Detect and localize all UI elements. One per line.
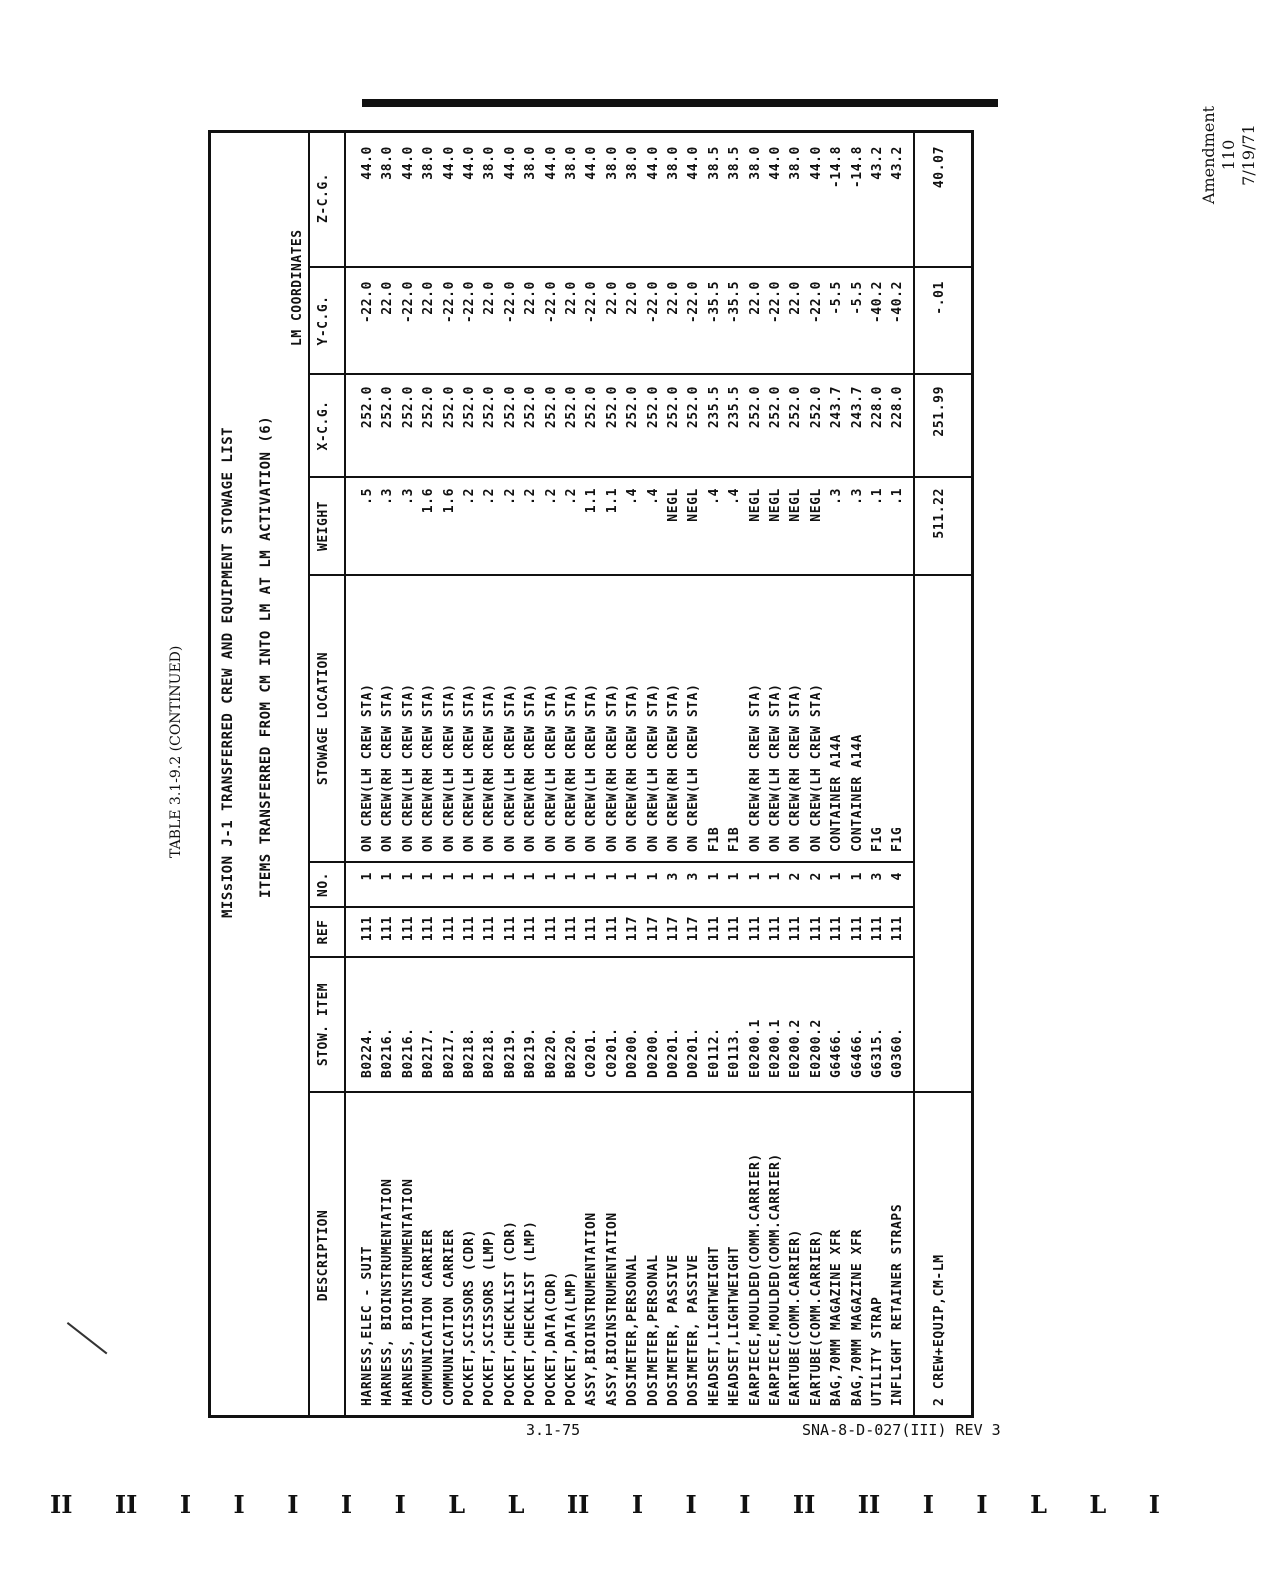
scan-mark: II xyxy=(114,1490,138,1519)
cell-no: 1 xyxy=(829,872,845,881)
scan-mark: L xyxy=(1089,1490,1107,1519)
cell-no: 1 xyxy=(604,872,620,881)
scan-mark: II xyxy=(857,1490,881,1519)
cell-stowage-location: ON CREW(RH CREW STA) xyxy=(421,683,437,852)
cell-ref: 111 xyxy=(400,916,416,942)
total-z-cg: 40.07 xyxy=(932,146,947,189)
cell-ref: 111 xyxy=(747,916,763,942)
cell-ref: 111 xyxy=(808,916,824,942)
cell-y-cg: 22.0 xyxy=(788,281,804,315)
cell-stow-item: B0220. xyxy=(543,1027,559,1078)
cell-ref: 111 xyxy=(788,916,804,942)
cell-weight: .3 xyxy=(829,488,845,505)
cell-x-cg: 252.0 xyxy=(584,386,600,429)
cell-weight: .2 xyxy=(523,488,539,505)
cell-x-cg: 228.0 xyxy=(870,386,885,429)
total-y-cg: -.01 xyxy=(932,281,947,315)
col-header-stowage-location: STOWAGE LOCATION xyxy=(316,651,331,786)
cell-description: INFLIGHT RETAINER STRAPS xyxy=(890,1203,906,1406)
cell-stow-item: B0219. xyxy=(523,1027,539,1078)
cell-weight: .1 xyxy=(870,488,885,505)
cell-ref: 111 xyxy=(502,916,518,942)
cell-description: COMMUNICATION CARRIER xyxy=(421,1229,437,1406)
cell-stow-item: B0216. xyxy=(380,1027,396,1078)
cell-no: 1 xyxy=(400,872,416,881)
cell-stow-item: D0200. xyxy=(645,1027,661,1078)
cell-y-cg: -40.2 xyxy=(890,281,906,324)
cell-ref: 117 xyxy=(645,916,661,942)
cell-stowage-location: ON CREW(LH CREW STA) xyxy=(543,683,559,852)
cell-y-cg: -22.0 xyxy=(462,281,477,324)
cell-description: UTILITY STRAP xyxy=(870,1296,885,1406)
cell-y-cg: 22.0 xyxy=(421,281,437,315)
cell-y-cg: -22.0 xyxy=(400,281,416,324)
cell-stowage-location: ON CREW(RH CREW STA) xyxy=(380,683,396,852)
cell-description: DOSIMETER,PERSONAL xyxy=(645,1254,661,1406)
cell-weight: .2 xyxy=(543,488,559,505)
page-number: 3.1-75 xyxy=(526,1421,581,1439)
cell-no: 1 xyxy=(849,872,865,881)
cell-no: 1 xyxy=(768,872,783,881)
cell-description: ASSY,BIOINSTRUMENTATION xyxy=(604,1212,620,1406)
cell-no: 1 xyxy=(421,872,437,881)
cell-stowage-location: ON CREW(RH CREW STA) xyxy=(482,683,498,852)
cell-y-cg: -22.0 xyxy=(441,281,457,324)
cell-weight: .5 xyxy=(360,488,375,505)
cell-no: 1 xyxy=(564,872,579,881)
cell-z-cg: 44.0 xyxy=(584,146,600,180)
scan-mark: L xyxy=(1030,1490,1047,1519)
rotated-table-page xyxy=(160,130,960,1418)
cell-z-cg: 38.0 xyxy=(666,146,681,180)
cell-y-cg: -22.0 xyxy=(360,281,375,324)
cell-ref: 111 xyxy=(441,916,457,942)
scan-mark: L xyxy=(507,1490,525,1519)
cell-x-cg: 252.0 xyxy=(666,386,681,429)
cell-y-cg: 22.0 xyxy=(380,281,396,315)
scan-mark: I xyxy=(394,1490,406,1519)
total-label: 2 CREW+EQUIP,CM-LM xyxy=(932,1254,947,1406)
cell-stowage-location: ON CREW(RH CREW STA) xyxy=(604,683,620,852)
cell-y-cg: 22.0 xyxy=(564,281,579,315)
cell-ref: 111 xyxy=(543,916,559,942)
cell-stow-item: G6466. xyxy=(849,1027,865,1078)
cell-y-cg: -40.2 xyxy=(870,281,885,324)
cell-stow-item: C0201. xyxy=(604,1027,620,1078)
cell-stowage-location: ON CREW(LH CREW STA) xyxy=(441,683,457,852)
cell-x-cg: 252.0 xyxy=(686,386,702,429)
cell-weight: NEGL xyxy=(768,488,783,522)
cell-z-cg: 43.2 xyxy=(870,146,885,180)
cell-z-cg: -14.8 xyxy=(849,146,865,189)
cell-y-cg: -35.5 xyxy=(727,281,743,324)
cell-description: POCKET,CHECKLIST (LMP) xyxy=(523,1220,539,1406)
cell-ref: 111 xyxy=(564,916,579,942)
cell-weight: 1.6 xyxy=(441,488,457,514)
scan-mark: I xyxy=(631,1490,644,1519)
cell-x-cg: 252.0 xyxy=(625,386,641,429)
cell-ref: 111 xyxy=(727,916,743,942)
cell-stowage-location: CONTAINER A14A xyxy=(829,734,845,852)
cell-ref: 111 xyxy=(523,916,539,942)
cell-stow-item: B0216. xyxy=(400,1027,416,1078)
cell-stowage-location: ON CREW(LH CREW STA) xyxy=(768,683,783,852)
cell-no: 1 xyxy=(462,872,477,881)
cell-ref: 111 xyxy=(421,916,437,942)
col-header-z-cg: Z-C.G. xyxy=(316,173,331,223)
cell-z-cg: 38.0 xyxy=(482,146,498,180)
cell-no: 2 xyxy=(808,872,824,881)
cell-z-cg: 38.0 xyxy=(625,146,641,180)
cell-stowage-location: ON CREW(LH CREW STA) xyxy=(462,683,477,852)
cell-stow-item: B0218. xyxy=(462,1027,477,1078)
col-header-ref: REF xyxy=(316,919,331,945)
cell-y-cg: -5.5 xyxy=(829,281,845,315)
cell-description: EARPIECE,MOULDED(COMM.CARRIER) xyxy=(747,1153,763,1406)
cell-no: 1 xyxy=(360,872,375,881)
cell-z-cg: 44.0 xyxy=(768,146,783,180)
cell-stowage-location: ON CREW(LH CREW STA) xyxy=(584,683,600,852)
scan-mark: I xyxy=(340,1490,353,1519)
cell-no: 1 xyxy=(727,872,743,881)
cell-no: 1 xyxy=(706,872,722,881)
cell-description: BAG,70MM MAGAZINE XFR xyxy=(829,1229,845,1406)
cell-no: 1 xyxy=(523,872,539,881)
scan-mark: I xyxy=(976,1490,988,1519)
scan-slash-mark xyxy=(67,1322,108,1354)
cell-x-cg: 252.0 xyxy=(808,386,824,429)
scan-mark: I xyxy=(179,1490,192,1519)
cell-ref: 111 xyxy=(849,916,865,942)
cell-stow-item: B0219. xyxy=(502,1027,518,1078)
cell-x-cg: 252.0 xyxy=(502,386,518,429)
cell-no: 1 xyxy=(645,872,661,881)
cell-ref: 111 xyxy=(380,916,396,942)
cell-stowage-location: ON CREW(RH CREW STA) xyxy=(788,683,804,852)
cell-z-cg: 38.0 xyxy=(788,146,804,180)
cell-z-cg: 44.0 xyxy=(400,146,416,180)
cell-weight: .1 xyxy=(890,488,906,505)
cell-x-cg: 252.0 xyxy=(768,386,783,429)
cell-z-cg: 38.0 xyxy=(380,146,396,180)
cell-stow-item: G6466. xyxy=(829,1027,845,1078)
cell-ref: 111 xyxy=(360,916,375,942)
cell-x-cg: 252.0 xyxy=(380,386,396,429)
cell-ref: 111 xyxy=(604,916,620,942)
cell-no: 3 xyxy=(666,872,681,881)
cell-ref: 117 xyxy=(625,916,641,942)
cell-y-cg: -22.0 xyxy=(502,281,518,324)
cell-no: 2 xyxy=(788,872,804,881)
cell-stowage-location: F1G xyxy=(870,826,885,852)
col-header-y-cg: Y-C.G. xyxy=(316,295,331,346)
cell-weight: NEGL xyxy=(808,488,824,522)
cell-stow-item: E0112. xyxy=(706,1027,722,1078)
cell-stow-item: B0217. xyxy=(441,1027,457,1078)
cell-z-cg: 38.0 xyxy=(747,146,763,180)
cell-x-cg: 252.0 xyxy=(462,386,477,429)
cell-description: EARTUBE(COMM.CARRIER) xyxy=(808,1229,824,1406)
cell-y-cg: 22.0 xyxy=(523,281,539,315)
cell-description: HARNESS, BIOINSTRUMENTATION xyxy=(400,1178,416,1406)
cell-stowage-location: ON CREW(RH CREW STA) xyxy=(747,683,763,852)
cell-stowage-location: ON CREW(RH CREW STA) xyxy=(523,683,539,852)
cell-y-cg: -22.0 xyxy=(768,281,783,324)
cell-description: BAG,70MM MAGAZINE XFR xyxy=(849,1229,865,1406)
cell-x-cg: 252.0 xyxy=(604,386,620,429)
cell-stowage-location: ON CREW(LH CREW STA) xyxy=(645,683,661,852)
cell-weight: .2 xyxy=(502,488,518,505)
cell-stow-item: E0113. xyxy=(727,1027,743,1078)
cell-stow-item: G0360. xyxy=(890,1027,906,1078)
cell-weight: .4 xyxy=(645,488,661,505)
cell-ref: 111 xyxy=(462,916,477,942)
cell-description: HEADSET,LIGHTWEIGHT xyxy=(706,1245,722,1406)
cell-stow-item: B0220. xyxy=(564,1027,579,1078)
cell-ref: 111 xyxy=(482,916,498,942)
cell-stowage-location: F1B xyxy=(706,826,722,852)
cell-ref: 111 xyxy=(768,916,783,942)
scan-mark: I xyxy=(739,1490,751,1519)
cell-weight: .4 xyxy=(706,488,722,505)
cell-y-cg: 22.0 xyxy=(482,281,498,315)
cell-no: 1 xyxy=(482,872,498,881)
col-header-no: NO. xyxy=(316,872,331,897)
cell-z-cg: 43.2 xyxy=(890,146,906,180)
header-rule xyxy=(362,99,998,107)
cell-z-cg: 38.0 xyxy=(421,146,437,180)
cell-y-cg: -22.0 xyxy=(584,281,600,324)
cell-stowage-location: ON CREW(LH CREW STA) xyxy=(360,683,375,852)
amendment-date: 7/19/71 xyxy=(1239,124,1258,186)
cell-z-cg: 38.0 xyxy=(523,146,539,180)
cell-weight: .3 xyxy=(849,488,865,505)
cell-y-cg: 22.0 xyxy=(747,281,763,315)
cell-description: POCKET,CHECKLIST (CDR) xyxy=(502,1220,518,1406)
cell-no: 1 xyxy=(441,872,457,881)
cell-no: 4 xyxy=(890,872,906,881)
cell-stowage-location: ON CREW(RH CREW STA) xyxy=(625,683,641,852)
cell-description: POCKET,DATA(CDR) xyxy=(543,1271,559,1406)
cell-weight: .3 xyxy=(380,488,396,505)
cell-stow-item: B0217. xyxy=(421,1027,437,1078)
col-header-description: DESCRIPTION xyxy=(316,1209,331,1302)
cell-x-cg: 252.0 xyxy=(788,386,804,429)
cell-y-cg: 22.0 xyxy=(604,281,620,315)
cell-y-cg: -5.5 xyxy=(849,281,865,315)
cell-ref: 111 xyxy=(890,916,906,942)
cell-weight: .2 xyxy=(564,488,579,505)
cell-y-cg: -22.0 xyxy=(686,281,702,324)
cell-x-cg: 252.0 xyxy=(482,386,498,429)
cell-stow-item: E0200.1 xyxy=(768,1019,783,1078)
table-title-line1: MISsION J-1 TRANSFERRED CREW AND EQUIPMENT STOWAGE LIST xyxy=(220,426,236,918)
cell-ref: 117 xyxy=(666,916,681,942)
cell-y-cg: -22.0 xyxy=(808,281,824,324)
cell-z-cg: 44.0 xyxy=(360,146,375,180)
cell-z-cg: 44.0 xyxy=(441,146,457,180)
cell-stowage-location: CONTAINER A14A xyxy=(849,734,865,852)
amendment-number: Amendment 110 xyxy=(1199,105,1238,205)
cell-stow-item: E0200.2 xyxy=(788,1019,804,1078)
cell-no: 1 xyxy=(380,872,396,881)
cell-x-cg: 252.0 xyxy=(421,386,437,429)
scan-mark: I xyxy=(922,1490,934,1519)
col-header-weight: WEIGHT xyxy=(316,501,331,551)
cell-weight: .2 xyxy=(462,488,477,505)
cell-description: HEADSET,LIGHTWEIGHT xyxy=(727,1245,743,1406)
scan-mark: II xyxy=(50,1490,73,1519)
cell-description: POCKET,SCISSORS (CDR) xyxy=(462,1229,477,1406)
col-header-x-cg: X-C.G. xyxy=(316,400,331,451)
cell-x-cg: 235.5 xyxy=(727,386,743,429)
cell-x-cg: 252.0 xyxy=(564,386,579,429)
cell-x-cg: 252.0 xyxy=(523,386,539,429)
cell-weight: 1.1 xyxy=(604,488,620,514)
cell-x-cg: 252.0 xyxy=(543,386,559,429)
cell-z-cg: 38.5 xyxy=(706,146,722,180)
table-title-line2: ITEMS TRANSFERRED FROM CM INTO LM AT LM ACTIVATION (6) xyxy=(258,415,274,898)
col-header-stow-item: STOW. ITEM xyxy=(316,982,331,1067)
scan-mark: I xyxy=(685,1490,697,1519)
cell-description: ASSY,BIOINSTRUMENTATION xyxy=(584,1212,600,1406)
cell-ref: 111 xyxy=(706,916,722,942)
cell-description: HARNESS, BIOINSTRUMENTATION xyxy=(380,1178,396,1406)
cell-y-cg: 22.0 xyxy=(625,281,641,315)
cell-no: 1 xyxy=(625,872,641,881)
cell-x-cg: 243.7 xyxy=(849,386,865,429)
cell-description: DOSIMETER, PASSIVE xyxy=(686,1254,702,1406)
cell-x-cg: 235.5 xyxy=(706,386,722,429)
cell-stow-item: D0201. xyxy=(686,1027,702,1078)
scan-mark: L xyxy=(448,1490,466,1519)
cell-stow-item: B0218. xyxy=(482,1027,498,1078)
cell-description: EARTUBE(COMM.CARRIER) xyxy=(788,1229,804,1406)
cell-stowage-location: ON CREW(RH CREW STA) xyxy=(564,683,579,852)
coord-group-label: LM COORDINATES xyxy=(290,229,305,346)
cell-no: 1 xyxy=(543,872,559,881)
cell-no: 3 xyxy=(686,872,702,881)
cell-y-cg: -22.0 xyxy=(645,281,661,324)
cell-z-cg: -14.8 xyxy=(829,146,845,189)
cell-z-cg: 44.0 xyxy=(502,146,518,180)
cell-x-cg: 252.0 xyxy=(747,386,763,429)
cell-weight: .2 xyxy=(482,488,498,505)
cell-weight: NEGL xyxy=(686,488,702,522)
cell-weight: NEGL xyxy=(788,488,804,522)
total-x-cg: 251.99 xyxy=(932,386,947,437)
cell-no: 1 xyxy=(584,872,600,881)
table-caption: TABLE 3.1-9.2 (CONTINUED) xyxy=(168,645,184,858)
cell-x-cg: 252.0 xyxy=(645,386,661,429)
cell-x-cg: 252.0 xyxy=(360,386,375,429)
cell-no: 3 xyxy=(870,872,885,881)
cell-z-cg: 44.0 xyxy=(808,146,824,180)
cell-stowage-location: ON CREW(LH CREW STA) xyxy=(400,683,416,852)
cell-z-cg: 38.0 xyxy=(604,146,620,180)
cell-ref: 111 xyxy=(870,916,885,942)
cell-weight: .4 xyxy=(727,488,743,505)
cell-z-cg: 44.0 xyxy=(645,146,661,180)
cell-y-cg: -22.0 xyxy=(543,281,559,324)
cell-stowage-location: ON CREW(LH CREW STA) xyxy=(808,683,824,852)
cell-ref: 111 xyxy=(829,916,845,942)
scan-mark: I xyxy=(287,1490,299,1519)
cell-stow-item: D0200. xyxy=(625,1027,641,1078)
cell-weight: 1.6 xyxy=(421,488,437,514)
cell-x-cg: 228.0 xyxy=(890,386,906,429)
cell-x-cg: 252.0 xyxy=(400,386,416,429)
cell-description: HARNESS,ELEC - SUIT xyxy=(360,1245,375,1406)
cell-stowage-location: F1B xyxy=(727,826,743,852)
cell-stow-item: G6315. xyxy=(870,1027,885,1078)
cell-stowage-location: ON CREW(LH CREW STA) xyxy=(502,683,518,852)
scan-mark: I xyxy=(1148,1490,1160,1519)
document-id: SNA-8-D-027(III) REV 3 xyxy=(802,1421,1001,1439)
cell-description: DOSIMETER, PASSIVE xyxy=(666,1254,681,1406)
cell-stow-item: D0201. xyxy=(666,1027,681,1078)
cell-description: POCKET,SCISSORS (LMP) xyxy=(482,1229,498,1406)
cell-z-cg: 44.0 xyxy=(543,146,559,180)
scan-edge-marks xyxy=(50,1490,1160,1519)
cell-no: 1 xyxy=(502,872,518,881)
cell-stowage-location: ON CREW(LH CREW STA) xyxy=(686,683,702,852)
total-weight: 511.22 xyxy=(932,488,947,539)
cell-z-cg: 44.0 xyxy=(462,146,477,180)
cell-ref: 117 xyxy=(686,916,702,942)
cell-z-cg: 38.0 xyxy=(564,146,579,180)
cell-z-cg: 38.5 xyxy=(727,146,743,180)
cell-stowage-location: F1G xyxy=(890,826,906,852)
cell-stow-item: E0200.2 xyxy=(808,1019,824,1078)
cell-stow-item: B0224. xyxy=(360,1027,375,1078)
cell-x-cg: 243.7 xyxy=(829,386,845,429)
cell-weight: .4 xyxy=(625,488,641,505)
cell-description: DOSIMETER,PERSONAL xyxy=(625,1254,641,1406)
cell-description: COMMUNICATION CARRIER xyxy=(441,1229,457,1406)
cell-z-cg: 44.0 xyxy=(686,146,702,180)
cell-no: 1 xyxy=(747,872,763,881)
cell-weight: NEGL xyxy=(666,488,681,522)
cell-stow-item: C0201. xyxy=(584,1027,600,1078)
cell-weight: 1.1 xyxy=(584,488,600,514)
cell-stowage-location: ON CREW(RH CREW STA) xyxy=(666,683,681,852)
cell-ref: 111 xyxy=(584,916,600,942)
cell-weight: .3 xyxy=(400,488,416,505)
cell-y-cg: -35.5 xyxy=(706,281,722,324)
scan-mark: II xyxy=(792,1490,816,1519)
cell-x-cg: 252.0 xyxy=(441,386,457,429)
scan-mark: I xyxy=(233,1490,245,1519)
cell-description: EARPIECE,MOULDED(COMM.CARRIER) xyxy=(768,1153,783,1406)
cell-y-cg: 22.0 xyxy=(666,281,681,315)
cell-weight: NEGL xyxy=(747,488,763,522)
scan-mark: II xyxy=(566,1490,590,1519)
cell-stow-item: E0200.1 xyxy=(747,1019,763,1078)
cell-description: POCKET,DATA(LMP) xyxy=(564,1271,579,1406)
